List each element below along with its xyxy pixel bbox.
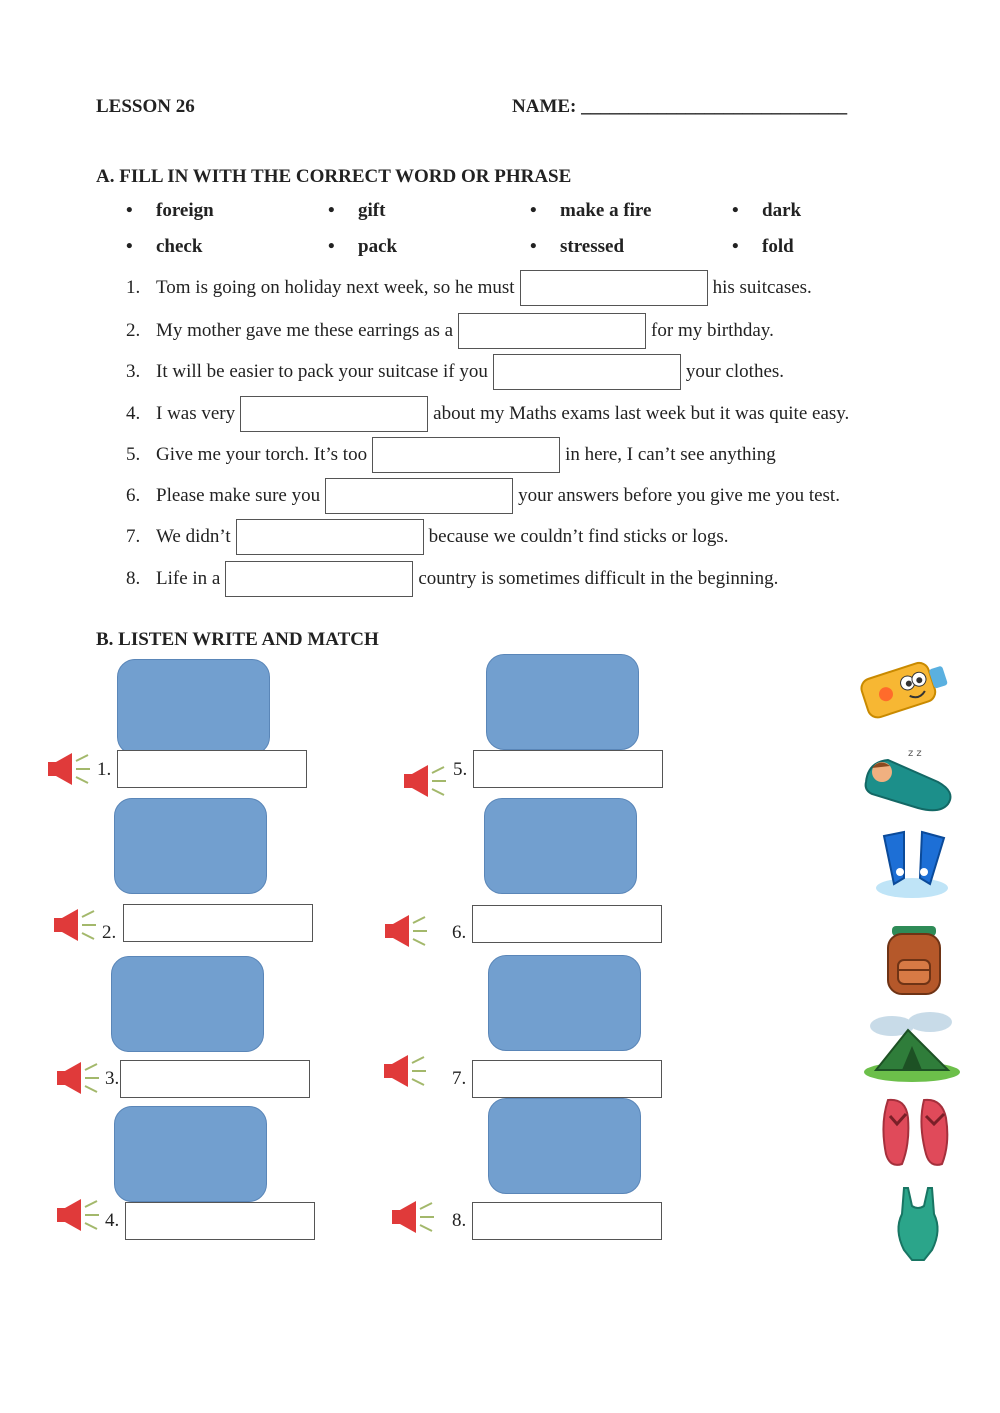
answer-input[interactable] bbox=[123, 904, 313, 942]
section-a-title: A. FILL IN WITH THE CORRECT WORD OR PHRASE bbox=[96, 166, 572, 187]
question-text: It will be easier to pack your suitcase if you bbox=[156, 361, 488, 382]
sound-wave bbox=[85, 1086, 97, 1092]
speaker-cone bbox=[392, 1055, 408, 1087]
question-number: 1. bbox=[126, 277, 141, 298]
bullet: • bbox=[530, 200, 537, 221]
sound-wave bbox=[413, 939, 425, 945]
lesson-title: LESSON 26 bbox=[96, 96, 195, 117]
question-text: My mother gave me these earrings as a bbox=[156, 320, 454, 341]
sound-wave bbox=[85, 1223, 97, 1229]
question-7 bbox=[126, 519, 729, 555]
section-b-title: B. LISTEN WRITE AND MATCH bbox=[96, 629, 379, 650]
speaker-icon[interactable] bbox=[55, 1194, 107, 1238]
speaker-cone bbox=[65, 1062, 81, 1094]
sound-wave bbox=[412, 1079, 424, 1085]
speaker-body bbox=[57, 1071, 65, 1085]
answer-input[interactable] bbox=[225, 561, 413, 597]
speaker-icon[interactable] bbox=[55, 1057, 107, 1101]
question-number: 7. bbox=[126, 526, 141, 547]
sound-wave bbox=[82, 911, 94, 917]
sleeping-bag-icon[interactable] bbox=[858, 742, 958, 818]
question-number: 6. bbox=[126, 485, 141, 506]
speaker-body bbox=[384, 1064, 392, 1078]
sound-wave bbox=[76, 777, 88, 783]
question-number: 4. bbox=[126, 403, 141, 424]
question-text: for my birthday. bbox=[651, 320, 774, 341]
sound-wave bbox=[85, 1064, 97, 1070]
flippers-icon[interactable] bbox=[864, 828, 964, 904]
speaker-icon[interactable] bbox=[390, 1196, 442, 1240]
answer-input[interactable] bbox=[472, 1060, 662, 1098]
word-bank-word: fold bbox=[762, 236, 794, 257]
question-number: 8. bbox=[126, 568, 141, 589]
question-text: Give me your torch. It’s too bbox=[156, 444, 368, 465]
speaker-cone bbox=[412, 765, 428, 797]
question-number: 2. bbox=[126, 320, 141, 341]
question-4 bbox=[126, 396, 849, 432]
word-bank-word: foreign bbox=[156, 200, 214, 221]
sunscreen-icon[interactable] bbox=[855, 650, 955, 726]
item-number: 6. bbox=[452, 922, 467, 943]
drop-target[interactable] bbox=[488, 1098, 641, 1194]
flip-flops-icon[interactable] bbox=[866, 1094, 966, 1170]
sound-wave bbox=[432, 789, 444, 795]
bullet: • bbox=[328, 200, 335, 221]
answer-input[interactable] bbox=[458, 313, 646, 349]
speaker-body bbox=[385, 924, 393, 938]
sound-wave bbox=[85, 1201, 97, 1207]
drop-target[interactable] bbox=[111, 956, 264, 1052]
word-bank-word: pack bbox=[358, 236, 398, 257]
answer-input[interactable] bbox=[472, 1202, 662, 1240]
question-text: Tom is going on holiday next week, so he must bbox=[156, 277, 515, 298]
speaker-cone bbox=[393, 915, 409, 947]
answer-input[interactable] bbox=[493, 354, 681, 390]
drop-target[interactable] bbox=[484, 798, 637, 894]
sound-wave bbox=[420, 1203, 432, 1209]
item-number: 2. bbox=[102, 922, 117, 943]
bullet: • bbox=[732, 236, 739, 257]
question-6 bbox=[126, 478, 840, 514]
speaker-icon[interactable] bbox=[52, 904, 104, 948]
name-field-label: NAME: ____________________________ bbox=[512, 96, 848, 117]
question-text: country is sometimes difficult in the beginning. bbox=[418, 568, 779, 589]
speaker-cone bbox=[62, 909, 78, 941]
answer-input[interactable] bbox=[325, 478, 513, 514]
speaker-icon[interactable] bbox=[402, 760, 454, 804]
item-number: 3. bbox=[105, 1068, 120, 1089]
answer-input[interactable] bbox=[240, 396, 428, 432]
speaker-icon[interactable] bbox=[383, 910, 435, 954]
word-bank-word: gift bbox=[358, 200, 386, 221]
word-bank-word: check bbox=[156, 236, 203, 257]
drop-target[interactable] bbox=[114, 1106, 267, 1202]
sound-wave bbox=[82, 933, 94, 939]
answer-input[interactable] bbox=[473, 750, 663, 788]
question-text: about my Maths exams last week but it was quite easy. bbox=[433, 403, 850, 424]
question-text: Please make sure you bbox=[156, 485, 321, 506]
tent-icon[interactable] bbox=[862, 1008, 962, 1084]
bullet: • bbox=[126, 200, 133, 221]
question-text: his suitcases. bbox=[712, 277, 812, 298]
question-text: in here, I can’t see anything bbox=[565, 444, 776, 465]
backpack-icon[interactable] bbox=[864, 922, 964, 998]
question-5 bbox=[126, 437, 776, 473]
speaker-body bbox=[48, 762, 56, 776]
question-number: 3. bbox=[126, 361, 141, 382]
item-number: 8. bbox=[452, 1210, 467, 1231]
drop-target[interactable] bbox=[114, 798, 267, 894]
speaker-cone bbox=[400, 1201, 416, 1233]
svg-text:z z: z z bbox=[908, 748, 922, 759]
answer-input[interactable] bbox=[236, 519, 424, 555]
word-bank-word: make a fire bbox=[560, 200, 652, 221]
speaker-body bbox=[57, 1208, 65, 1222]
swimsuit-icon[interactable] bbox=[868, 1186, 968, 1262]
question-text: We didn’t bbox=[156, 526, 231, 547]
question-1 bbox=[126, 270, 812, 306]
speaker-body bbox=[54, 918, 62, 932]
answer-input[interactable] bbox=[120, 1060, 310, 1098]
sound-wave bbox=[413, 917, 425, 923]
question-2 bbox=[126, 313, 774, 349]
drop-target[interactable] bbox=[488, 955, 641, 1051]
question-text: your clothes. bbox=[685, 361, 785, 382]
speaker-cone bbox=[65, 1199, 81, 1231]
bullet: • bbox=[530, 236, 537, 257]
answer-input[interactable] bbox=[125, 1202, 315, 1240]
question-text: because we couldn’t find sticks or logs. bbox=[428, 526, 729, 547]
sound-wave bbox=[432, 767, 444, 773]
question-8 bbox=[126, 561, 778, 597]
speaker-icon[interactable] bbox=[382, 1050, 434, 1094]
word-bank-word: stressed bbox=[560, 236, 625, 257]
question-number: 5. bbox=[126, 444, 141, 465]
question-text: Life in a bbox=[156, 568, 221, 589]
speaker-body bbox=[392, 1210, 400, 1224]
item-number: 7. bbox=[452, 1068, 467, 1089]
bullet: • bbox=[328, 236, 335, 257]
answer-input[interactable] bbox=[520, 270, 708, 306]
bullet: • bbox=[126, 236, 133, 257]
item-number: 4. bbox=[105, 1210, 120, 1231]
speaker-cone bbox=[56, 753, 72, 785]
sound-wave bbox=[412, 1057, 424, 1063]
question-3 bbox=[126, 354, 784, 390]
drop-target[interactable] bbox=[117, 659, 270, 755]
speaker-icon[interactable] bbox=[46, 748, 98, 792]
question-text: your answers before you give me you test. bbox=[518, 485, 840, 506]
answer-input[interactable] bbox=[117, 750, 307, 788]
sound-wave bbox=[420, 1225, 432, 1231]
word-bank-word: dark bbox=[762, 200, 802, 221]
question-text: I was very bbox=[156, 403, 236, 424]
drop-target[interactable] bbox=[486, 654, 639, 750]
sound-wave bbox=[76, 755, 88, 761]
bullet: • bbox=[732, 200, 739, 221]
answer-input[interactable] bbox=[472, 905, 662, 943]
answer-input[interactable] bbox=[372, 437, 560, 473]
speaker-body bbox=[404, 774, 412, 788]
item-number: 5. bbox=[453, 759, 468, 780]
item-number: 1. bbox=[97, 759, 112, 780]
